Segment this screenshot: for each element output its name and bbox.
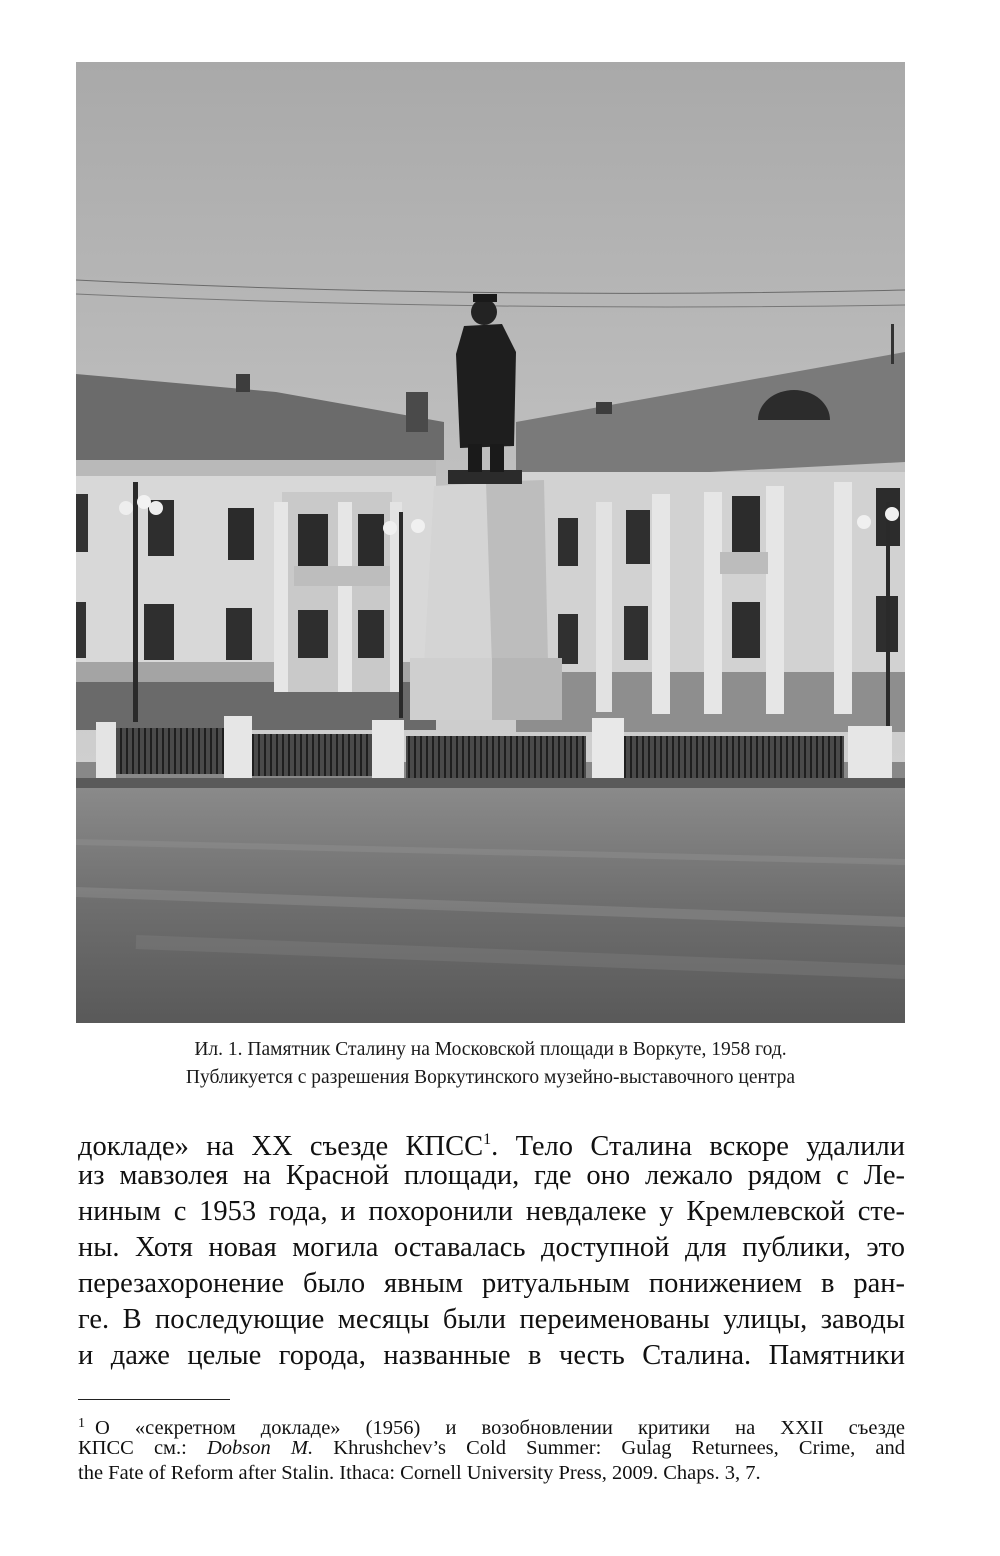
body-paragraph <box>78 1122 905 1374</box>
body-line: и даже целые города, названные в честь Сталина. Памятники <box>78 1340 905 1371</box>
body-text-segment: . Тело Сталина вскоре удалили <box>491 1131 905 1162</box>
footnote-text: КПСС см.: <box>78 1437 207 1459</box>
body-text-segment: докладе» на XX съезде КПСС <box>78 1131 484 1162</box>
figure-caption <box>76 1036 905 1092</box>
figure-photo <box>76 62 905 1023</box>
body-line: перезахоронение было явным ритуальным понижением в ран- <box>78 1268 905 1299</box>
caption-line: Публикуется с разрешения Воркутинского музейно-выставочного центра <box>185 1067 796 1088</box>
footnote-text: Khrushchev’s Cold Summer: Gulag Returnees, Crime, and <box>313 1437 906 1459</box>
footnote-line <box>78 1411 905 1439</box>
footnote-reference[interactable]: 1 <box>483 1131 492 1148</box>
footnote-line: the Fate of Reform after Stalin. Ithaca: Cornell University Press, 2009. Chaps. 3, 7. <box>78 1462 761 1484</box>
footnote <box>78 1411 905 1486</box>
caption-line: Ил. 1. Памятник Сталину на Московской площади в Воркуте, 1958 год. <box>194 1039 787 1060</box>
footnote-text: О «секретном докладе» (1956) и возобновлении критики на XXII съезде <box>95 1417 905 1439</box>
body-line: ниным с 1953 года, и похоронили невдалеке у Кремлевской сте- <box>78 1196 905 1227</box>
footnote-number: 1 <box>78 1416 85 1431</box>
footnote-line <box>78 1436 905 1461</box>
body-line: из мавзолея на Красной площади, где оно лежало рядом с Ле- <box>78 1160 905 1191</box>
footnote-separator <box>78 1399 230 1400</box>
body-line: ны. Хотя новая могила оставалась доступной для публики, это <box>78 1232 905 1263</box>
body-line: ге. В последующие месяцы были переименованы улицы, заводы <box>78 1304 905 1335</box>
body-line <box>78 1122 905 1162</box>
footnote-author: Dobson M. <box>207 1437 314 1459</box>
